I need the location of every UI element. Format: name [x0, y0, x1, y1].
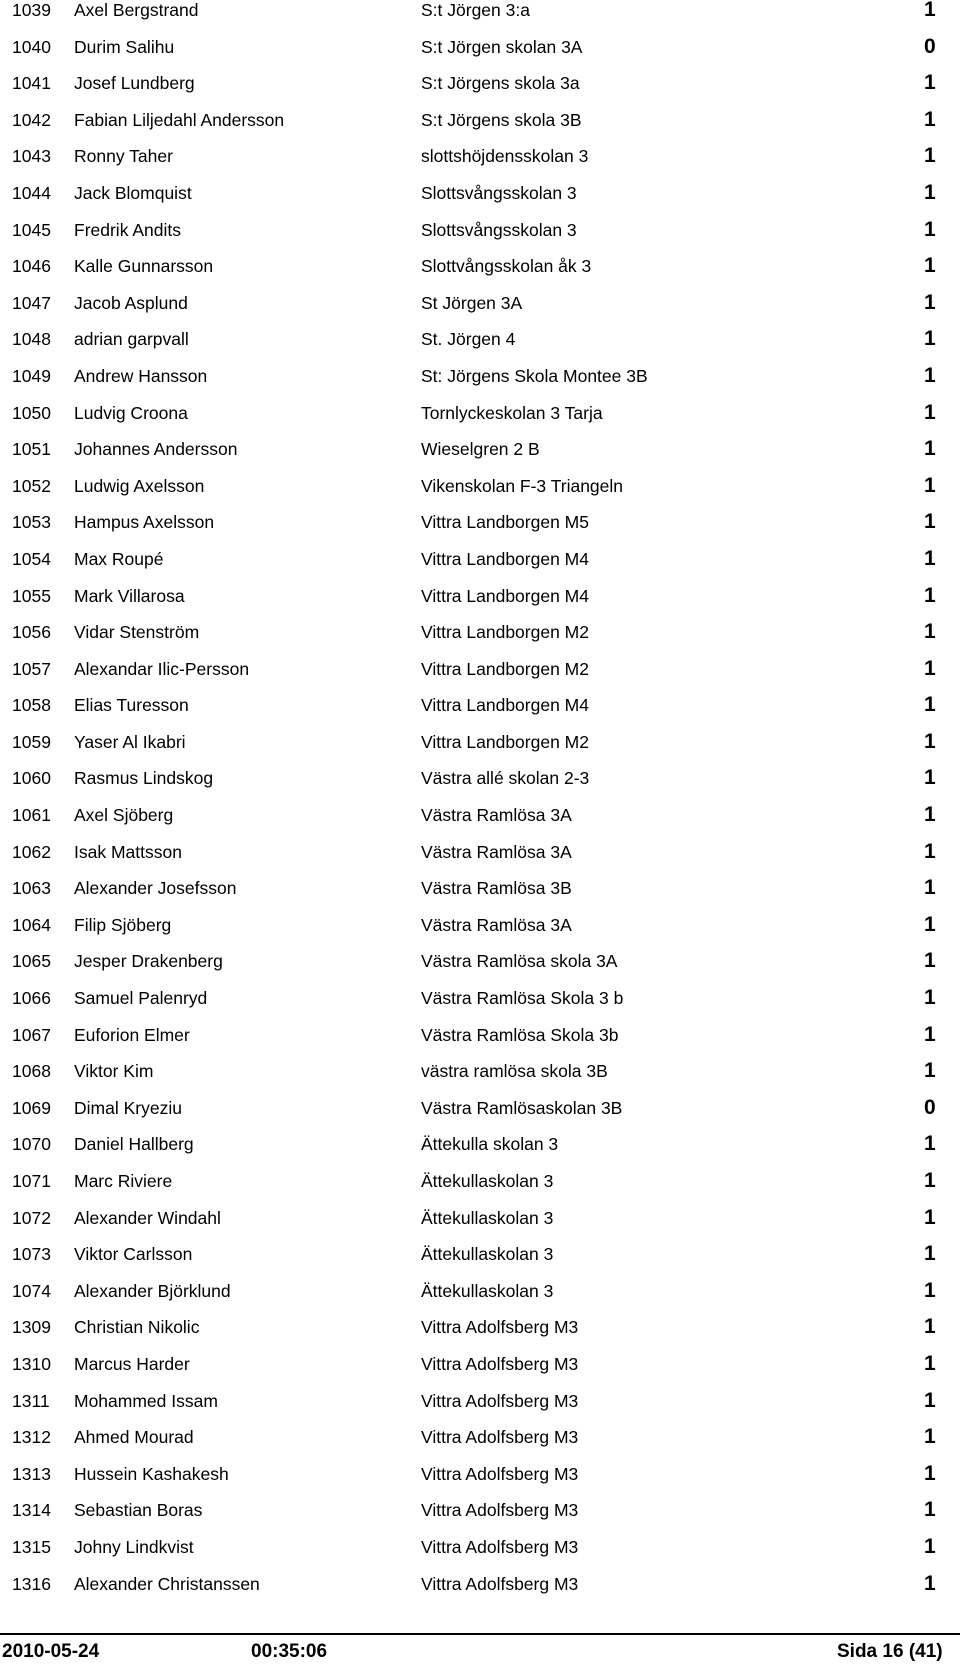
school-name: Ättekulla skolan 3 — [421, 1134, 559, 1155]
entry-number: 1310 — [12, 1353, 51, 1374]
school-name: Wieselgren 2 B — [421, 439, 540, 460]
list-item — [0, 1461, 960, 1501]
score-value: 1 — [924, 1022, 936, 1046]
score-value: 1 — [924, 986, 936, 1010]
entry-number: 1058 — [12, 695, 51, 716]
entry-number: 1065 — [12, 951, 51, 972]
entry-number: 1072 — [12, 1207, 51, 1228]
list-item — [0, 146, 960, 183]
participant-name: Alexander Christanssen — [74, 1573, 260, 1594]
participant-name: Ludvig Croona — [74, 402, 188, 423]
list-item — [0, 1022, 960, 1062]
entry-number: 1043 — [12, 146, 51, 167]
participant-name: Ahmed Mourad — [74, 1427, 194, 1448]
score-value: 1 — [924, 1278, 936, 1302]
entry-number: 1045 — [12, 219, 51, 240]
entry-number: 1073 — [12, 1244, 51, 1265]
score-value: 1 — [924, 254, 936, 278]
score-value: 1 — [924, 437, 936, 461]
school-name: Vittra Adolfsberg M3 — [421, 1500, 579, 1521]
school-name: Västra Ramlösa 3B — [421, 878, 572, 899]
score-value: 1 — [924, 180, 936, 204]
list-item — [0, 439, 960, 476]
entry-number: 1057 — [12, 658, 51, 679]
participant-name: Ronny Taher — [74, 146, 173, 167]
score-value: 1 — [924, 1059, 936, 1083]
participant-name: Alexander Björklund — [74, 1280, 231, 1301]
participant-name: Alexander Josefsson — [74, 878, 237, 899]
list-item — [0, 1427, 960, 1464]
participant-name: Alexander Windahl — [74, 1207, 221, 1228]
score-value: 1 — [924, 1169, 936, 1192]
school-name: St: Jörgens Skola Montee 3B — [421, 365, 648, 386]
entry-number: 1061 — [12, 805, 51, 826]
entry-number: 1055 — [12, 585, 51, 606]
school-name: S:t Jörgen 3:a — [421, 0, 530, 20]
score-value: 1 — [924, 1534, 936, 1558]
score-value: 1 — [924, 546, 936, 570]
participant-name: Johny Lindkvist — [74, 1536, 194, 1557]
score-value: 1 — [924, 327, 936, 351]
score-value: 1 — [924, 217, 936, 241]
list-item — [0, 473, 960, 513]
list-item — [0, 1134, 960, 1171]
entry-number: 1056 — [12, 622, 51, 643]
entry-number: 1311 — [12, 1390, 50, 1411]
score-value: 1 — [924, 912, 936, 936]
list-item — [0, 1534, 960, 1574]
score-value: 1 — [924, 473, 936, 497]
participant-name: Jack Blomquist — [74, 182, 192, 203]
participant-name: Vidar Stenström — [74, 622, 200, 643]
school-name: Vittra Landborgen M4 — [421, 548, 589, 569]
score-value: 1 — [924, 1315, 936, 1339]
entry-number: 1060 — [12, 768, 51, 789]
list-item — [0, 1351, 960, 1391]
list-item — [0, 1244, 960, 1281]
list-item — [0, 1061, 960, 1098]
score-value: 1 — [924, 400, 936, 424]
score-value: 1 — [924, 803, 936, 827]
score-value: 1 — [924, 1351, 936, 1375]
entry-number: 1040 — [12, 36, 51, 57]
school-name: Tornlyckeskolan 3 Tarja — [421, 402, 603, 423]
school-name: Vittra Landborgen M4 — [421, 695, 589, 716]
participant-name: Johannes Andersson — [74, 439, 238, 460]
entry-number: 1067 — [12, 1024, 51, 1045]
footer-time: 00:35:06 — [251, 1641, 328, 1662]
participant-name: Elias Turesson — [74, 695, 189, 716]
participant-name: Andrew Hansson — [74, 365, 208, 386]
participant-name: Fabian Liljedahl Andersson — [74, 109, 285, 130]
participant-name: Rasmus Lindskog — [74, 768, 214, 789]
score-value: 1 — [924, 107, 936, 131]
participant-name: Christian Nikolic — [74, 1317, 200, 1338]
school-name: Västra Ramlösa Skola 3 b — [421, 988, 624, 1009]
score-value: 1 — [924, 1205, 936, 1229]
school-name: Vittra Landborgen M2 — [421, 622, 589, 643]
list-item — [0, 805, 960, 842]
list-item — [0, 1205, 960, 1245]
participant-name: Samuel Palenryd — [74, 988, 208, 1009]
school-name: Ättekullaskolan 3 — [421, 1244, 554, 1265]
list-item — [0, 256, 960, 293]
list-item — [0, 217, 960, 257]
school-name: Ättekullaskolan 3 — [421, 1280, 554, 1301]
entry-number: 1041 — [12, 73, 51, 94]
entry-number: 1071 — [12, 1171, 51, 1191]
entry-number: 1049 — [12, 365, 51, 386]
score-value: 1 — [924, 876, 936, 900]
entry-number: 1047 — [12, 292, 51, 313]
score-value: 1 — [924, 693, 936, 717]
score-value: 1 — [924, 0, 936, 21]
entry-number: 1053 — [12, 512, 51, 533]
score-value: 1 — [924, 1388, 936, 1412]
score-value: 1 — [924, 1498, 936, 1522]
school-name: Västra Ramlösa 3A — [421, 914, 572, 935]
school-name: Slottsvångsskolan 3 — [421, 182, 577, 203]
entry-number: 1314 — [12, 1500, 51, 1521]
score-value: 1 — [924, 729, 936, 753]
participant-name: Viktor Kim — [74, 1061, 154, 1082]
school-name: Västra Ramlösa 3A — [421, 805, 572, 826]
school-name: Vittra Landborgen M2 — [421, 658, 589, 679]
entry-number: 1042 — [12, 109, 51, 130]
score-value: 1 — [924, 290, 936, 314]
list-item — [0, 1278, 960, 1318]
score-value: 1 — [924, 583, 936, 607]
participant-name: Hampus Axelsson — [74, 512, 215, 533]
entry-number: 1054 — [12, 548, 51, 569]
list-item — [0, 1388, 960, 1428]
participant-name: Jacob Asplund — [74, 292, 188, 313]
school-name: S:t Jörgens skola 3B — [421, 109, 582, 130]
participant-name: Durim Salihu — [74, 36, 175, 57]
entry-number: 1070 — [12, 1134, 51, 1155]
footer-page-number: Sida 16 (41) — [837, 1641, 943, 1662]
score-value: 1 — [924, 363, 936, 387]
school-name: Vittra Adolfsberg M3 — [421, 1353, 579, 1374]
school-name: Vittra Landborgen M5 — [421, 512, 589, 533]
entry-number: 1048 — [12, 329, 51, 350]
score-value: 1 — [924, 1132, 936, 1156]
school-name: Vikenskolan F-3 Triangeln — [421, 475, 624, 496]
list-item — [0, 656, 960, 696]
score-value: 1 — [924, 839, 936, 863]
list-item — [0, 1171, 960, 1208]
school-name: Slottvångsskolan åk 3 — [421, 256, 592, 277]
participant-name: Euforion Elmer — [74, 1024, 190, 1045]
participant-name: Fredrik Andits — [74, 219, 181, 240]
list-item — [0, 878, 960, 915]
participant-name: Sebastian Boras — [74, 1500, 203, 1521]
list-item — [0, 1095, 960, 1135]
score-value: 1 — [924, 1242, 936, 1266]
participant-name: Yaser Al Ikabri — [74, 731, 186, 752]
school-name: Vittra Adolfsberg M3 — [421, 1317, 579, 1338]
entry-number: 1044 — [12, 182, 51, 203]
list-item — [0, 73, 960, 110]
entry-number: 1069 — [12, 1097, 51, 1118]
entry-number: 1068 — [12, 1061, 51, 1082]
list-item — [0, 180, 960, 220]
score-value: 1 — [924, 949, 936, 973]
entry-number: 1063 — [12, 878, 51, 899]
participant-name: Jesper Drakenberg — [74, 951, 223, 972]
list-item — [0, 34, 960, 74]
entry-number: 1064 — [12, 914, 51, 935]
entry-number: 1312 — [12, 1427, 51, 1448]
participant-name: Viktor Carlsson — [74, 1244, 193, 1265]
list-item — [0, 622, 960, 659]
list-item — [0, 512, 960, 549]
school-name: Västra Ramlösa skola 3A — [421, 951, 618, 972]
school-name: Västra Ramlösaskolan 3B — [421, 1097, 623, 1118]
entry-number: 1051 — [12, 439, 51, 460]
participant-name: Josef Lundberg — [74, 73, 195, 94]
entry-number: 1316 — [12, 1573, 51, 1594]
score-value: 1 — [924, 766, 936, 790]
score-value: 1 — [924, 620, 936, 644]
participant-name: Alexandar Ilic-Persson — [74, 658, 250, 679]
school-name: S:t Jörgen skolan 3A — [421, 36, 583, 57]
school-name: Vittra Adolfsberg M3 — [421, 1390, 579, 1411]
list-item — [0, 400, 960, 440]
school-name: St Jörgen 3A — [421, 292, 523, 313]
list-item — [0, 695, 960, 732]
list-item — [0, 951, 960, 988]
entry-number: 1313 — [12, 1463, 51, 1484]
participant-name: Filip Sjöberg — [74, 914, 172, 935]
score-value: 0 — [924, 1095, 936, 1119]
school-name: Vittra Landborgen M2 — [421, 731, 589, 752]
participant-name: Marcus Harder — [74, 1353, 190, 1374]
participant-name: adrian garpvall — [74, 329, 189, 350]
list-item — [0, 583, 960, 623]
school-name: Ättekullaskolan 3 — [421, 1171, 554, 1191]
entry-number: 1315 — [12, 1536, 51, 1557]
entry-number: 1052 — [12, 475, 51, 496]
score-value: 0 — [924, 34, 936, 58]
list-item — [0, 290, 960, 330]
score-value: 1 — [924, 144, 936, 168]
score-value: 1 — [924, 1425, 936, 1449]
participant-name: Ludwig Axelsson — [74, 475, 205, 496]
school-name: Västra Ramlösa 3A — [421, 841, 572, 862]
footer-date: 2010-05-24 — [2, 1641, 100, 1662]
list-item — [0, 729, 960, 769]
list-item — [0, 1317, 960, 1354]
school-name: S:t Jörgens skola 3a — [421, 73, 580, 94]
score-value: 1 — [924, 510, 936, 534]
list-item — [0, 546, 960, 586]
list-item — [0, 0, 960, 37]
list-item — [0, 912, 960, 952]
participant-name: Dimal Kryeziu — [74, 1097, 182, 1118]
school-name: Västra allé skolan 2-3 — [421, 768, 590, 789]
participant-name: Kalle Gunnarsson — [74, 256, 214, 277]
school-name: St. Jörgen 4 — [421, 329, 516, 350]
school-name: Vittra Adolfsberg M3 — [421, 1463, 579, 1484]
list-item — [0, 107, 960, 147]
score-value: 1 — [924, 71, 936, 95]
school-name: Vittra Adolfsberg M3 — [421, 1573, 579, 1594]
participant-name: Isak Mattsson — [74, 841, 182, 862]
entry-number: 1066 — [12, 988, 51, 1009]
list-item — [0, 839, 960, 879]
list-item — [0, 988, 960, 1025]
score-value: 1 — [924, 1461, 936, 1485]
entry-number: 1062 — [12, 841, 51, 862]
participant-name: Axel Sjöberg — [74, 805, 174, 826]
school-name: Vittra Adolfsberg M3 — [421, 1427, 579, 1448]
entry-number: 1059 — [12, 731, 51, 752]
list-item — [0, 1500, 960, 1537]
score-value: 1 — [924, 1571, 936, 1595]
entry-number: 1074 — [12, 1280, 51, 1301]
entry-number: 1046 — [12, 256, 51, 277]
school-name: Vittra Adolfsberg M3 — [421, 1536, 579, 1557]
entry-number: 1039 — [12, 0, 51, 20]
list-item — [0, 363, 960, 403]
school-name: västra ramlösa skola 3B — [421, 1061, 608, 1082]
score-value: 1 — [924, 656, 936, 680]
school-name: Västra Ramlösa Skola 3b — [421, 1024, 619, 1045]
school-name: slottshöjdensskolan 3 — [421, 146, 589, 167]
school-name: Vittra Landborgen M4 — [421, 585, 589, 606]
participant-name: Marc Riviere — [74, 1171, 173, 1191]
list-item — [0, 1571, 960, 1611]
footer-divider — [0, 1633, 960, 1635]
participant-name: Daniel Hallberg — [74, 1134, 194, 1155]
entry-number: 1309 — [12, 1317, 51, 1338]
list-item — [0, 768, 960, 805]
school-name: Slottsvångsskolan 3 — [421, 219, 577, 240]
participant-name: Mark Villarosa — [74, 585, 185, 606]
school-name: Ättekullaskolan 3 — [421, 1207, 554, 1228]
entry-number: 1050 — [12, 402, 51, 423]
participant-name: Mohammed Issam — [74, 1390, 218, 1411]
participant-name: Max Roupé — [74, 548, 164, 569]
participant-name: Hussein Kashakesh — [74, 1463, 229, 1484]
participant-name: Axel Bergstrand — [74, 0, 199, 20]
list-item — [0, 329, 960, 366]
